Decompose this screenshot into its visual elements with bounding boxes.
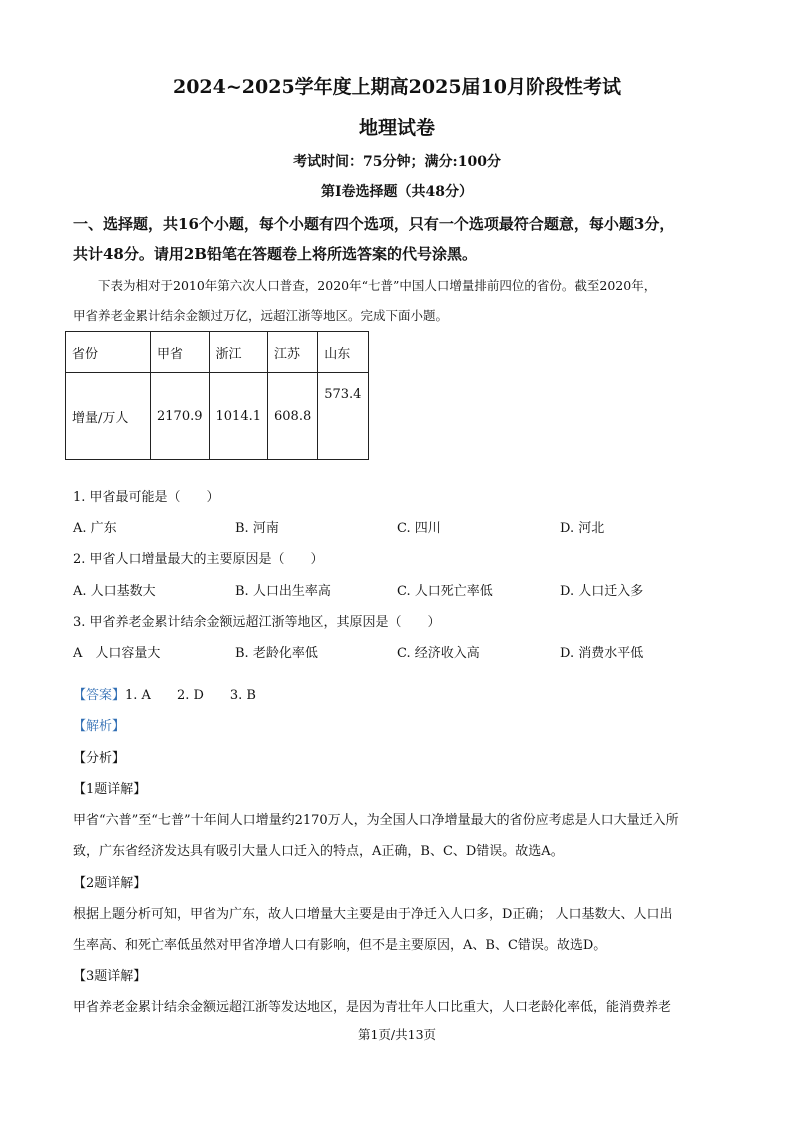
question-3-option-a: A 人口容量大 [73,646,161,661]
question-1-option-b: B. 河南 [235,521,279,536]
table-cell: 江苏 [268,332,318,373]
question-2-option-c: C. 人口死亡率低 [397,584,493,599]
question-2-stem: 2. 甲省人口增量最大的主要原因是（ ） [73,552,324,567]
table-row [66,373,369,460]
table-cell: 浙江 [209,332,268,373]
subject-title: 地理试卷 [358,117,435,139]
part-title: 第I卷选择题（共48分） [320,184,474,200]
question-3-option-b: B. 老龄化率低 [235,646,318,661]
detail-1-line1: 甲省“六普”至“七普”十年间人口增量约2170万人，为全国人口净增量最大的省份应考虑是人口大量迁入所 [73,813,679,828]
question-1-option-d: D. 河北 [560,521,605,536]
table-cell: 1014.1 [209,373,268,460]
question-3-option-d: D. 消费水平低 [560,646,644,661]
table-cell: 573.4 [318,373,369,460]
detail-2-line1: 根据上题分析可知，甲省为广东，故人口增量大主要是由于净迁入人口多，D正确； 人口基数大、人口出 [73,907,673,922]
table-cell: 省份 [66,332,151,373]
answer-tag: 【答案】 [73,688,126,703]
detail-2-line2: 生率高、和死亡率低虽然对甲省净增人口有影响，但不是主要原因，A、B、C错误。故选D。 [73,938,607,953]
exam-info: 考试时间：75分钟；满分:100分 [293,154,501,170]
analysis-tag: 【解析】 [73,719,126,734]
table-cell: 2170.9 [151,373,210,460]
detail-3-tag: 【3题详解】 [73,969,147,984]
answer-text: 1. A 2. D 3. B [125,688,256,703]
table-cell: 甲省 [151,332,210,373]
detail-1-line2: 致，广东省经济发达具有吸引大量人口迁入的特点，A正确，B、C、D错误。故选A。 [73,844,564,859]
section-instruction-line2: 共计48分。请用2B铅笔在答题卷上将所选答案的代号涂黑。 [73,245,477,263]
exam-title: 2024~2025学年度上期高2025届10月阶段性考试 [172,76,621,98]
intro-line2: 甲省养老金累计结余金额过万亿，远超江浙等地区。完成下面小题。 [73,308,449,323]
question-2-option-b: B. 人口出生率高 [235,584,331,599]
table-cell: 608.8 [268,373,318,460]
table-cell: 山东 [318,332,369,373]
question-2-option-a: A. 人口基数大 [73,584,156,599]
population-table [65,331,369,460]
question-1-stem: 1. 甲省最可能是（ ） [73,490,220,505]
table-cell: 增量/万人 [66,373,151,460]
detail-3-line1: 甲省养老金累计结余金额远超江浙等发达地区，是因为青壮年人口比重大，人口老龄化率低，能消费养老 [73,1000,672,1015]
question-1-option-c: C. 四川 [397,521,441,536]
table-header-row [66,332,369,373]
answer-line [73,684,256,703]
question-2-option-d: D. 人口迁入多 [560,584,644,599]
detail-1-tag: 【1题详解】 [73,782,147,797]
detail-2-tag: 【2题详解】 [73,876,147,891]
question-3-option-c: C. 经济收入高 [397,646,480,661]
fenxi-tag: 【分析】 [73,751,126,766]
question-3-stem: 3. 甲省养老金累计结余金额远超江浙等地区，其原因是（ ） [73,615,441,630]
question-1-option-a: A. 广东 [73,521,117,536]
intro-line1: 下表为相对于2010年第六次人口普查，2020年“七普”中国人口增量排前四位的省份。截至2020年， [98,278,657,293]
section-instruction-line1: 一、选择题，共16个小题，每个小题有四个选项，只有一个选项最符合题意，每小题3分， [73,215,675,233]
page-number: 第1页/共13页 [357,1027,437,1042]
